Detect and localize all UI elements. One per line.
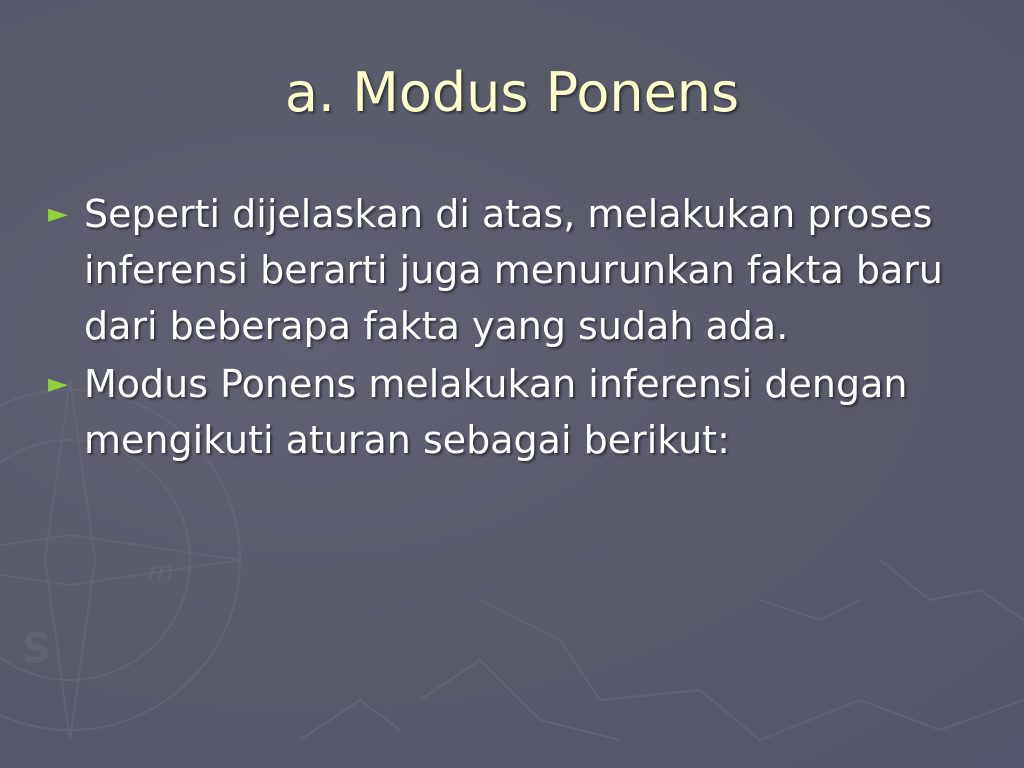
svg-text:S: S — [22, 626, 51, 672]
bullet-list — [46, 186, 1006, 470]
slide-title: a. Modus Ponens — [284, 61, 740, 124]
bullet-text: Seperti dijelaskan di atas, melakukan proses inferensi berarti juga menurunkan fakta baru dari beberapa fakta yang sudah ada. — [84, 192, 943, 348]
svg-text:m: m — [148, 557, 174, 587]
bullet-item — [46, 186, 1006, 354]
triangle-bullet-icon: ► — [48, 199, 68, 229]
bullet-text: Modus Ponens melakukan inferensi dengan mengikuti aturan sebagai berikut: — [84, 362, 908, 462]
triangle-bullet-icon: ► — [48, 369, 68, 399]
bullet-item — [46, 356, 1006, 468]
